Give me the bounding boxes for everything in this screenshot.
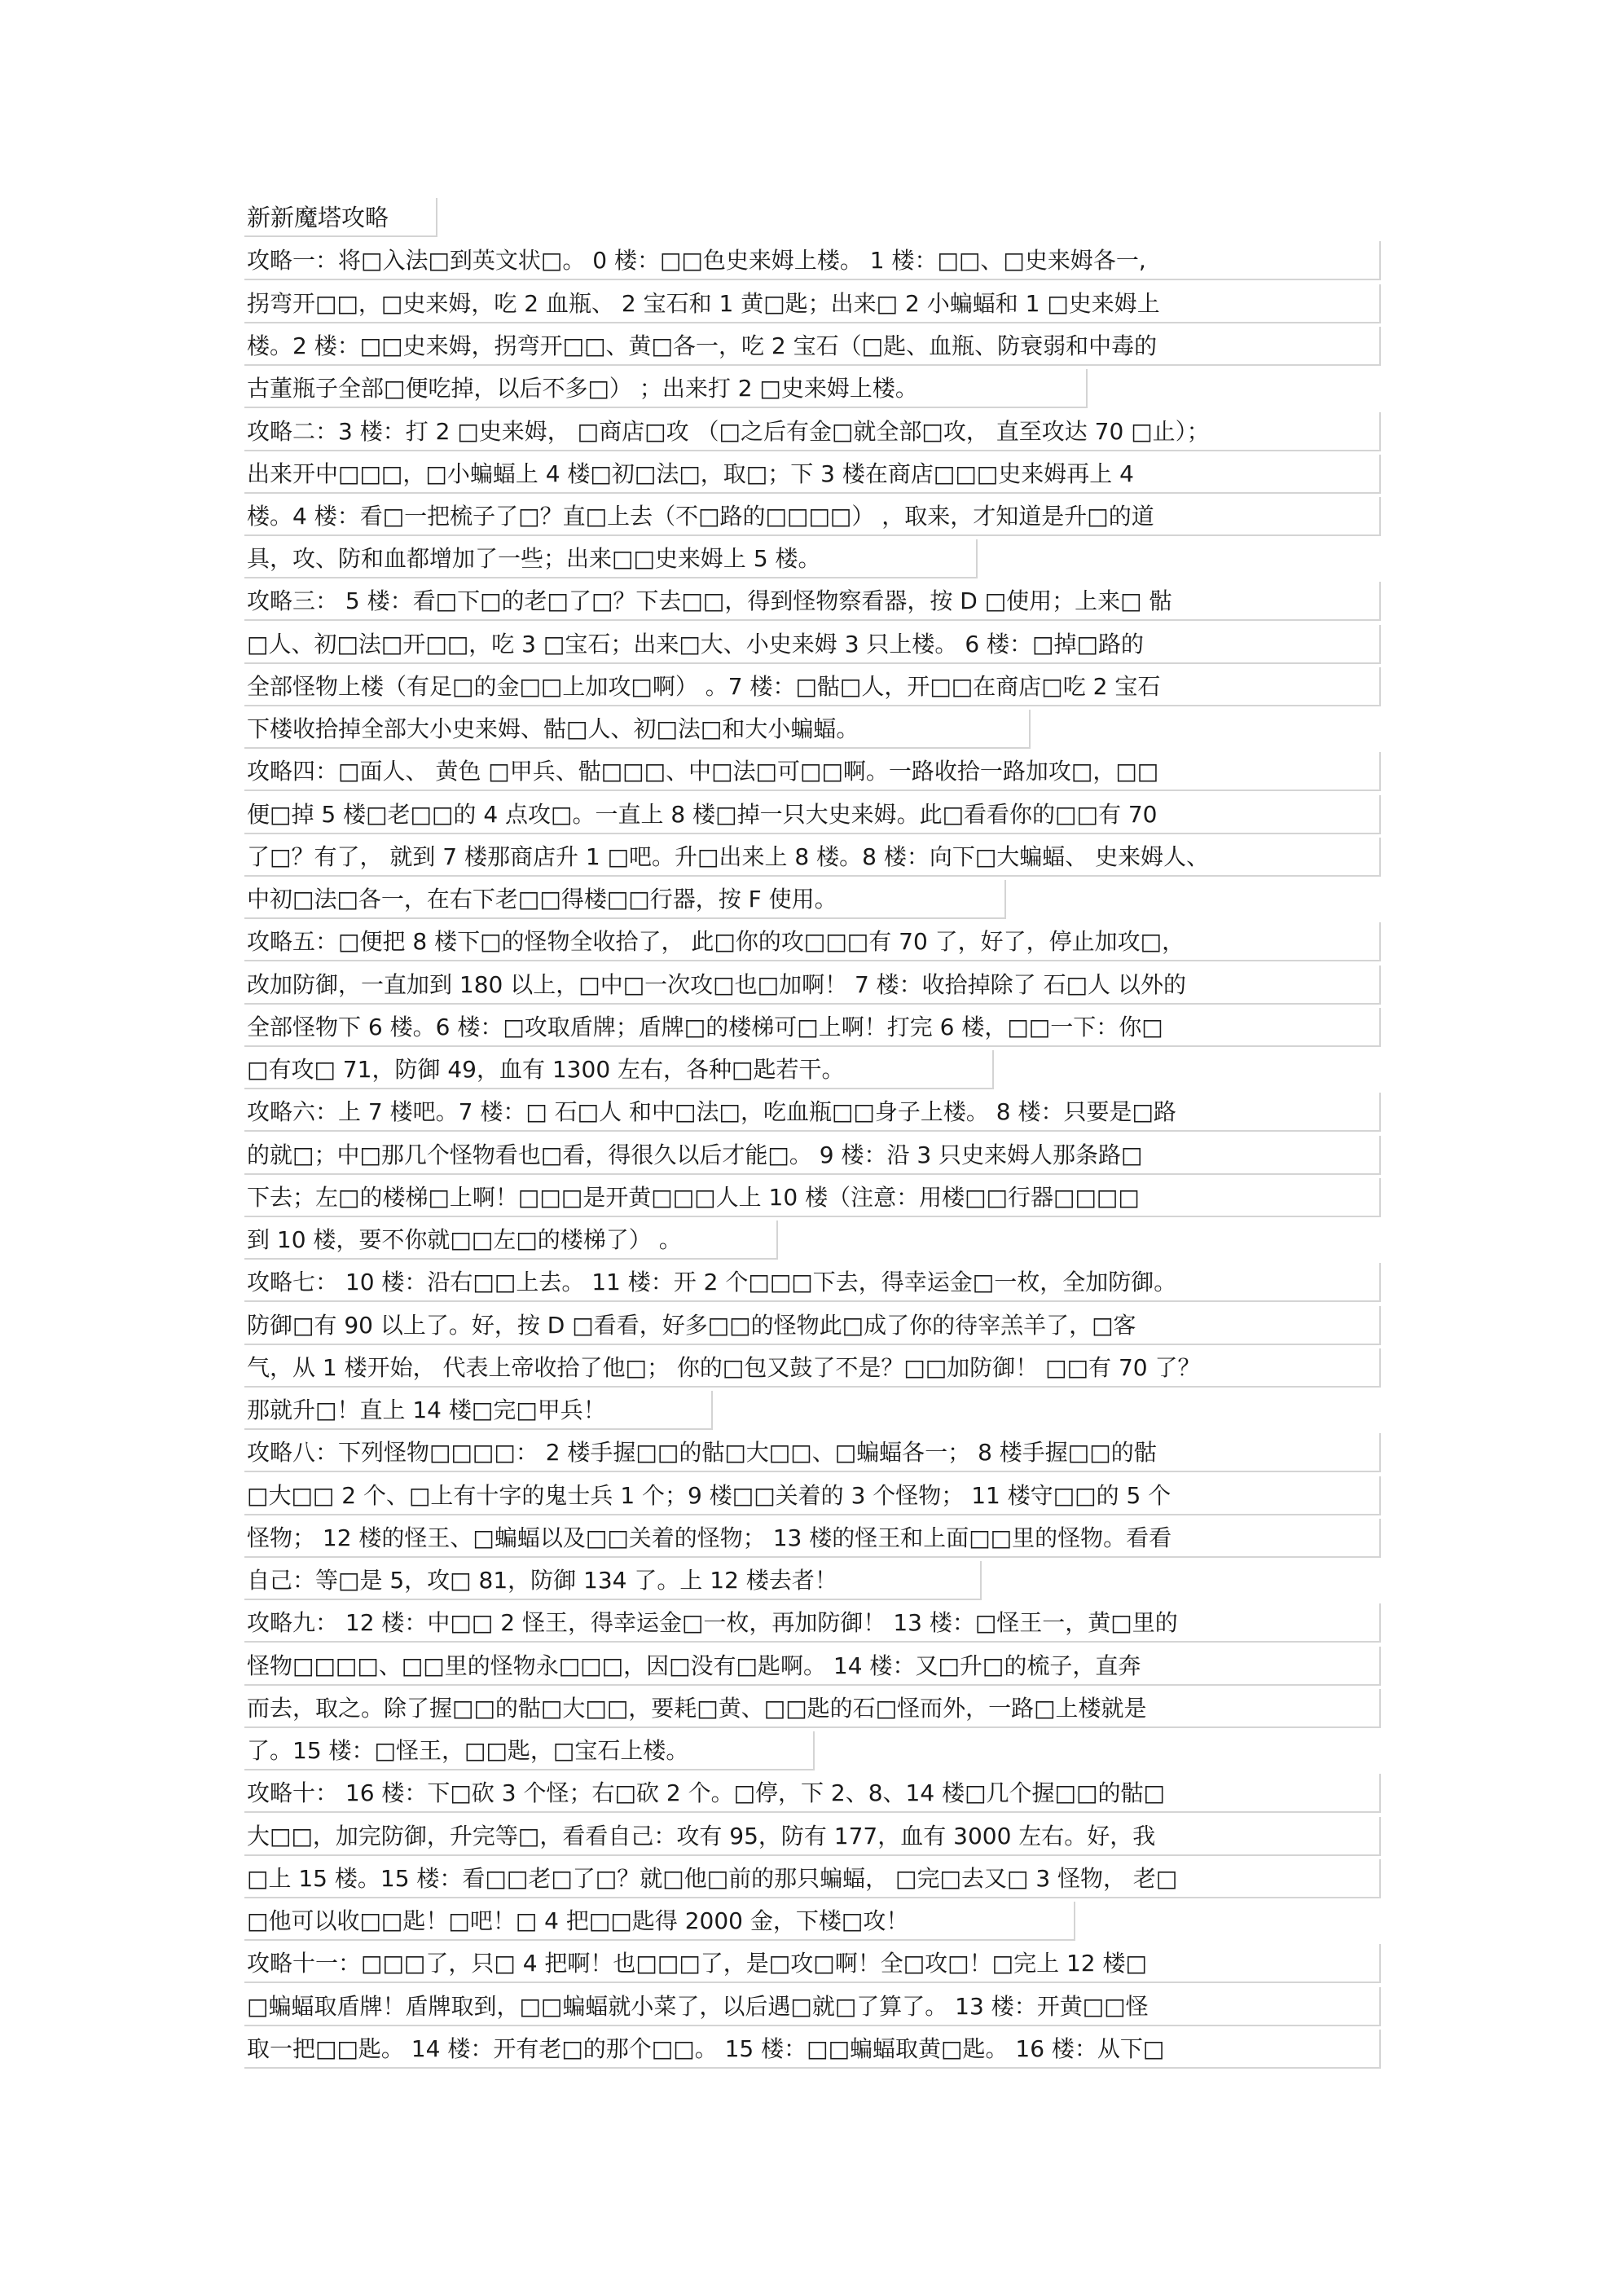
text-line: 了□？有了， 就到 7 楼那商店升 1 □吧。升□出来上 8 楼。8 楼：向下□大蝙蝠、 史来姆人、 bbox=[244, 838, 1381, 877]
document-title: 新新魔塔攻略 bbox=[244, 198, 437, 237]
text-line: 攻略十： 16 楼：下□砍 3 个怪；右□砍 2 个。□停，下 2、8、14 楼□几个握□□的骷□ bbox=[244, 1774, 1381, 1813]
text-line: 楼。4 楼：看□一把梳子了□？直□上去（不□路的□□□□） ，取来，才知道是升□的道 bbox=[244, 497, 1381, 536]
text-line: 攻略四：□面人、 黄色 □甲兵、骷□□□、中□法□可□□啊。一路收拾一路加攻□，□□ bbox=[244, 752, 1381, 791]
text-line: □人、初□法□开□□，吃 3 □宝石；出来□大、小史来姆 3 只上楼。 6 楼：□掉□路的 bbox=[244, 625, 1381, 664]
text-line: 自己：等□是 5，攻□ 81，防御 134 了。上 12 楼去者！ bbox=[244, 1561, 982, 1600]
text-line: 那就升□！直上 14 楼□完□甲兵！ bbox=[244, 1391, 713, 1430]
text-line: □他可以收□□匙！□吧！□ 4 把□□匙得 2000 金，下楼□攻！ bbox=[244, 1902, 1075, 1941]
text-line: 到 10 楼，要不你就□□左□的楼梯了） 。 bbox=[244, 1221, 778, 1260]
text-line: 攻略十一：□□□了，只□ 4 把啊！也□□□了，是□攻□啊！全□攻□！□完上 12 楼□ bbox=[244, 1944, 1381, 1983]
text-line: 下楼收拾掉全部大小史来姆、骷□人、初□法□和大小蝙蝠。 bbox=[244, 710, 1031, 749]
text-line: 攻略八：下列怪物□□□□： 2 楼手握□□的骷□大□□、□蝙蝠各一； 8 楼手握□□的骷 bbox=[244, 1433, 1381, 1472]
text-line: 气，从 1 楼开始， 代表上帝收拾了他□； 你的□包又鼓了不是？□□加防御！ □□有 70 了？ bbox=[244, 1348, 1381, 1388]
text-line: 攻略九： 12 楼：中□□ 2 怪王，得幸运金□一枚，再加防御！ 13 楼：□怪王一，黄□里的 bbox=[244, 1603, 1381, 1643]
text-line: 全部怪物上楼（有足□的金□□上加攻□啊） 。7 楼：□骷□人，开□□在商店□吃 2 宝石 bbox=[244, 667, 1381, 706]
text-line: 大□□，加完防御，升完等□，看看自己：攻有 95，防有 177，血有 3000 左右。好，我 bbox=[244, 1817, 1381, 1856]
text-line: □大□□ 2 个、□上有十字的鬼士兵 1 个；9 楼□□关着的 3 个怪物； 11 楼守□□的 5 个 bbox=[244, 1476, 1381, 1515]
text-line: 楼。2 楼：□□史来姆，拐弯开□□、黄□各一，吃 2 宝石（□匙、血瓶、防衰弱和中毒的 bbox=[244, 327, 1381, 366]
text-line: □上 15 楼。15 楼：看□□老□了□？就□他□前的那只蝙蝠， □完□去又□ 3 怪物， 老□ bbox=[244, 1859, 1381, 1898]
text-line: 拐弯开□□，□史来姆，吃 2 血瓶、 2 宝石和 1 黄□匙；出来□ 2 小蝙蝠和 1 □史来姆上 bbox=[244, 284, 1381, 323]
text-line: 古董瓶子全部□便吃掉，以后不多□） ；出来打 2 □史来姆上楼。 bbox=[244, 369, 1088, 408]
text-line: 怪物□□□□、□□里的怪物永□□□，因□没有□匙啊。 14 楼：又□升□的梳子，直奔 bbox=[244, 1647, 1381, 1686]
text-line: 而去，取之。除了握□□的骷□大□□，要耗□黄、□□匙的石□怪而外，一路□上楼就是 bbox=[244, 1689, 1381, 1728]
text-line: 出来开中□□□，□小蝙蝠上 4 楼□初□法□，取□；下 3 楼在商店□□□史来姆再上 4 bbox=[244, 455, 1381, 494]
text-line: 防御□有 90 以上了。好，按 D □看看，好多□□的怪物此□成了你的待宰羔羊了，□客 bbox=[244, 1306, 1381, 1345]
text-line: □有攻□ 71，防御 49，血有 1300 左右，各种□匙若干。 bbox=[244, 1050, 994, 1089]
text-line: 改加防御，一直加到 180 以上，□中□一次攻□也□加啊！ 7 楼：收拾掉除了 石□人 以外的 bbox=[244, 965, 1381, 1005]
text-line: 怪物； 12 楼的怪王、□蝙蝠以及□□关着的怪物； 13 楼的怪王和上面□□里的怪物。看看 bbox=[244, 1519, 1381, 1558]
text-line: 攻略二：3 楼：打 2 □史来姆， □商店□攻 （□之后有金□就全部□攻， 直至攻达 70 □止）； bbox=[244, 412, 1381, 451]
text-line: □蝙蝠取盾牌！盾牌取到，□□蝙蝠就小菜了，以后遇□就□了算了。 13 楼：开黄□□怪 bbox=[244, 1987, 1381, 2026]
text-line: 攻略六：上 7 楼吧。7 楼：□ 石□人 和中□法□，吃血瓶□□身子上楼。 8 楼：只要是□路 bbox=[244, 1093, 1381, 1132]
text-line: 攻略一：将□入法□到英文状□。 0 楼：□□色史来姆上楼。 1 楼：□□、□史来姆各一, bbox=[244, 241, 1381, 280]
text-line: 攻略七： 10 楼：沿右□□上去。 11 楼：开 2 个□□□下去，得幸运金□一枚，全加防御。 bbox=[244, 1263, 1381, 1302]
text-line: 攻略五：□便把 8 楼下□的怪物全收拾了， 此□你的攻□□□有 70 了，好了，停止加攻□， bbox=[244, 922, 1381, 961]
text-line: 全部怪物下 6 楼。6 楼：□攻取盾牌；盾牌□的楼梯可□上啊！打完 6 楼，□□一下：你□ bbox=[244, 1008, 1381, 1047]
text-line: 攻略三： 5 楼：看□下□的老□了□？下去□□，得到怪物察看器，按 D □使用；上来□ 骷 bbox=[244, 582, 1381, 621]
text-line: 的就□；中□那几个怪物看也□看，得很久以后才能□。 9 楼：沿 3 只史来姆人那条路□ bbox=[244, 1136, 1381, 1175]
text-line: 中初□法□各一，在右下老□□得楼□□行器，按 F 使用。 bbox=[244, 880, 1006, 919]
text-line: 了。15 楼：□怪王，□□匙，□宝石上楼。 bbox=[244, 1731, 815, 1770]
text-line: 便□掉 5 楼□老□□的 4 点攻□。一直上 8 楼□掉一只大史来姆。此□看看你的□□有 70 bbox=[244, 795, 1381, 834]
text-line: 具，攻、防和血都增加了一些；出来□□史来姆上 5 楼。 bbox=[244, 539, 978, 578]
text-line: 取一把□□匙。 14 楼：开有老□的那个□□。 15 楼：□□蝙蝠取黄□匙。 16 楼：从下□ bbox=[244, 2030, 1381, 2069]
text-line: 下去；左□的楼梯□上啊！□□□是开黄□□□人上 10 楼（注意：用楼□□行器□□□□ bbox=[244, 1178, 1381, 1217]
